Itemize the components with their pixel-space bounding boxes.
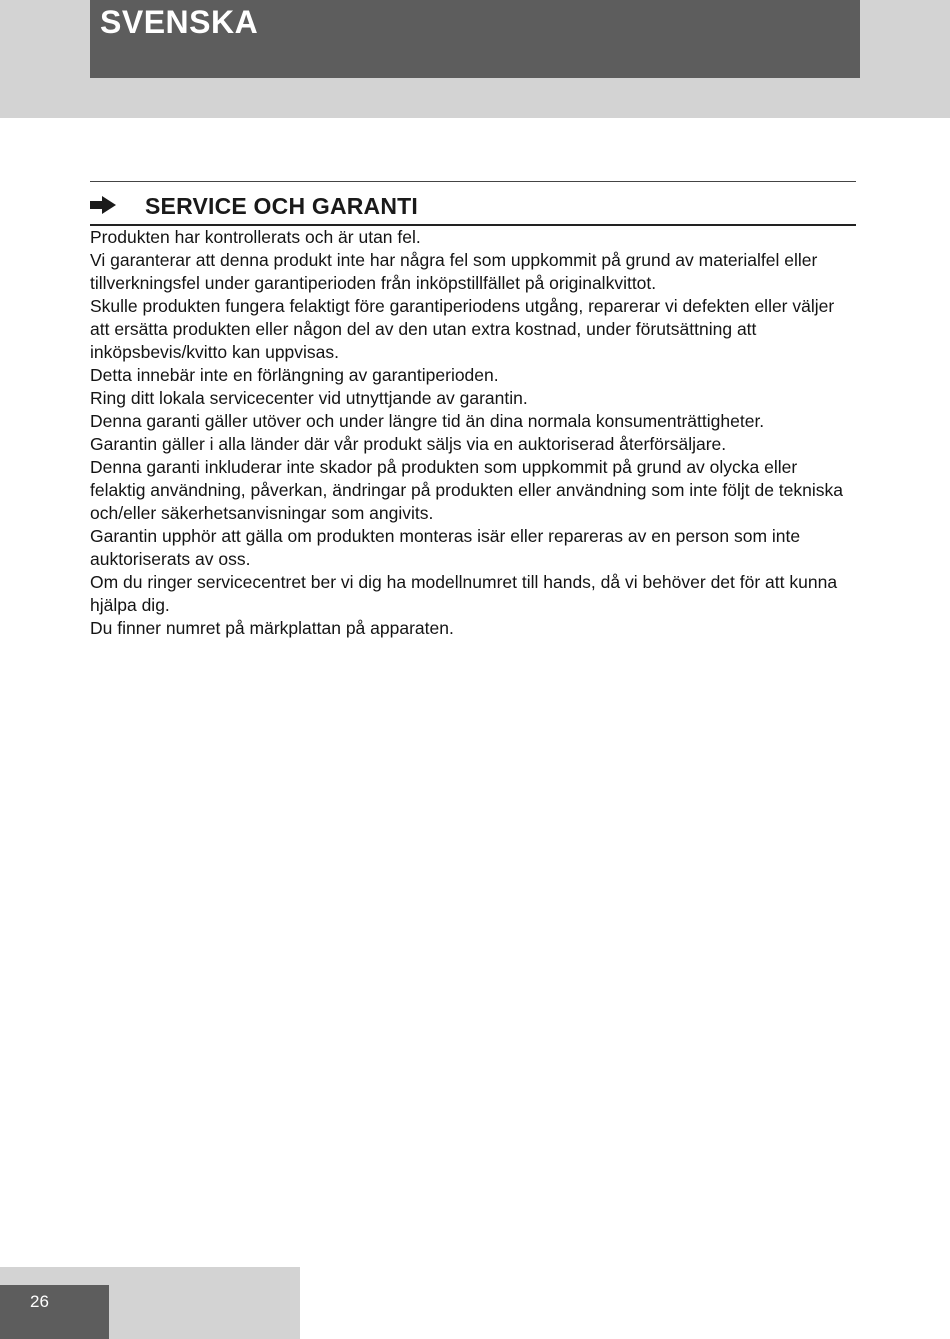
paragraph: Denna garanti inkluderar inte skador på produkten som uppkommit på grund av olycka eller felaktig användning, påverkan, ändringar på produkten eller användning som inte följt de tekniska och/eller säkerhetsanvisningar som angivits. (90, 457, 843, 523)
paragraph: Skulle produkten fungera felaktigt före garantiperiodens utgång, reparerar vi defekten eller väljer att ersätta produkten eller någon del av den utan extra kostnad, under förutsättning att inköpsbevis/kvitto kan uppvisas. (90, 296, 835, 362)
paragraph: Ring ditt lokala servicecenter vid utnyttjande av garantin. (90, 388, 528, 408)
section-heading-row (90, 182, 856, 224)
header-band (0, 0, 950, 118)
paragraph: Garantin gäller i alla länder där vår produkt säljs via en auktoriserad återförsäljare. (90, 434, 727, 454)
arrow-right-icon (90, 196, 116, 214)
paragraph: Produkten har kontrollerats och är utan fel. (90, 227, 421, 247)
language-title: SVENSKA (100, 4, 259, 40)
paragraph: Om du ringer servicecentret ber vi dig ha modellnumret till hands, då vi behöver det för att kunna hjälpa dig. (90, 572, 838, 615)
section-body (90, 226, 856, 640)
language-tab (90, 0, 860, 78)
page-number-box (0, 1285, 109, 1339)
section-title: SERVICE OCH GARANTI (145, 193, 419, 219)
paragraph: Detta innebär inte en förlängning av garantiperioden. (90, 365, 499, 385)
paragraph: Denna garanti gäller utöver och under längre tid än dina normala konsumenträttigheter. (90, 411, 765, 431)
page-number: 26 (30, 1292, 49, 1311)
service-warranty-section (90, 181, 856, 640)
paragraph: Du finner numret på märkplattan på apparaten. (90, 618, 454, 638)
paragraph: Garantin upphör att gälla om produkten monteras isär eller repareras av en person som inte auktoriserats av oss. (90, 526, 801, 569)
paragraph: Vi garanterar att denna produkt inte har några fel som uppkommit på grund av materialfel eller tillverkningsfel under garantiperioden från inköpstillfället på originalkvittot. (90, 250, 818, 293)
